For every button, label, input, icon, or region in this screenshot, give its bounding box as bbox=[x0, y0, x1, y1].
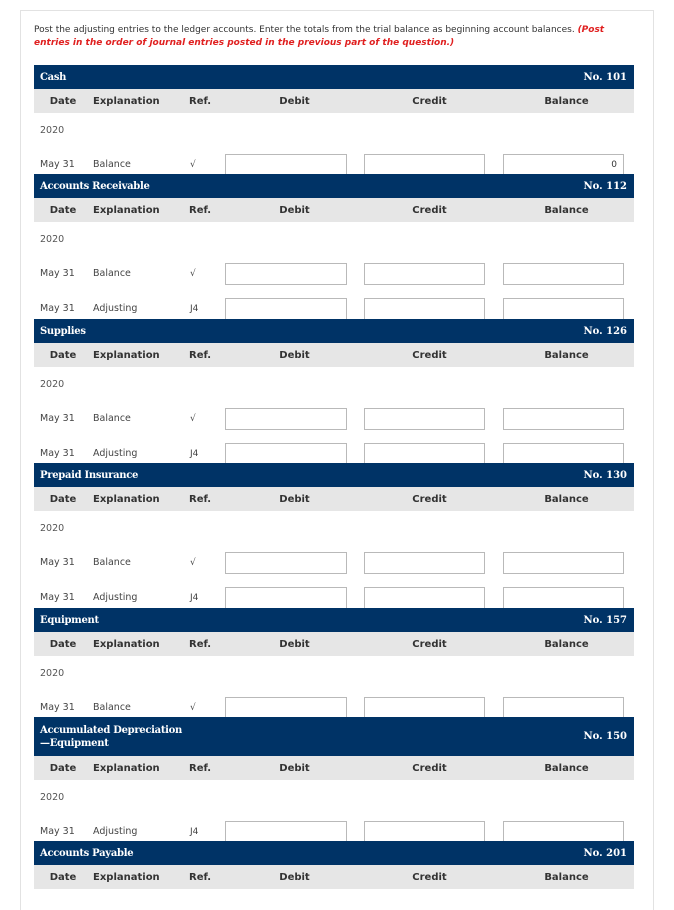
account-name: Prepaid Insurance bbox=[40, 469, 139, 481]
ledger-cash bbox=[34, 65, 634, 182]
col-date: Date bbox=[49, 638, 77, 650]
row-explanation: Balance bbox=[93, 702, 131, 713]
row-ref: √ bbox=[190, 557, 196, 568]
balance-input[interactable] bbox=[503, 408, 624, 430]
balance-input[interactable] bbox=[503, 298, 624, 320]
col-credit: Credit bbox=[412, 493, 447, 505]
year-label: 2020 bbox=[40, 378, 65, 390]
balance-input[interactable] bbox=[503, 263, 624, 285]
credit-input[interactable] bbox=[364, 408, 485, 430]
column-headers bbox=[34, 343, 634, 367]
col-debit: Debit bbox=[279, 871, 310, 883]
row-explanation: Adjusting bbox=[93, 448, 138, 459]
col-date: Date bbox=[49, 871, 77, 883]
balance-input[interactable] bbox=[503, 552, 624, 574]
balance-input[interactable] bbox=[503, 154, 624, 176]
col-balance: Balance bbox=[544, 871, 589, 883]
debit-input[interactable] bbox=[225, 552, 347, 574]
credit-input[interactable] bbox=[364, 821, 485, 843]
row-ref: J4 bbox=[190, 448, 199, 459]
account-name: Accounts Receivable bbox=[40, 180, 150, 192]
col-balance: Balance bbox=[544, 95, 589, 107]
account-number: No. 101 bbox=[583, 71, 627, 83]
balance-input[interactable] bbox=[503, 443, 624, 465]
row-date: May 31 bbox=[40, 268, 75, 279]
ledger-row bbox=[34, 545, 634, 580]
debit-input[interactable] bbox=[225, 298, 347, 320]
row-ref: √ bbox=[190, 268, 196, 279]
credit-input[interactable] bbox=[364, 443, 485, 465]
col-ref: Ref. bbox=[189, 204, 212, 216]
col-balance: Balance bbox=[544, 493, 589, 505]
col-balance: Balance bbox=[544, 638, 589, 650]
col-ref: Ref. bbox=[189, 349, 212, 361]
col-balance: Balance bbox=[544, 204, 589, 216]
col-credit: Credit bbox=[412, 349, 447, 361]
account-name: Cash bbox=[40, 71, 67, 83]
column-headers bbox=[34, 865, 634, 889]
col-credit: Credit bbox=[412, 762, 447, 774]
col-debit: Debit bbox=[279, 349, 310, 361]
col-credit: Credit bbox=[412, 871, 447, 883]
row-date: May 31 bbox=[40, 159, 75, 170]
balance-input[interactable] bbox=[503, 697, 624, 719]
row-date: May 31 bbox=[40, 826, 75, 837]
credit-input[interactable] bbox=[364, 154, 485, 176]
col-date: Date bbox=[49, 493, 77, 505]
row-explanation: Adjusting bbox=[93, 826, 138, 837]
row-explanation: Adjusting bbox=[93, 303, 138, 314]
col-debit: Debit bbox=[279, 762, 310, 774]
col-explanation: Explanation bbox=[93, 638, 160, 650]
instructions-emphasis: (Post entries in the order of journal entries posted in the previous part of the question.) bbox=[34, 25, 605, 48]
col-credit: Credit bbox=[412, 95, 447, 107]
account-name: Equipment bbox=[40, 614, 99, 626]
column-headers bbox=[34, 198, 634, 222]
col-ref: Ref. bbox=[189, 871, 212, 883]
balance-input[interactable] bbox=[503, 587, 624, 609]
credit-input[interactable] bbox=[364, 697, 485, 719]
year-label: 2020 bbox=[40, 667, 65, 679]
row-ref: √ bbox=[190, 159, 196, 170]
row-ref: √ bbox=[190, 413, 196, 424]
account-name: Accounts Payable bbox=[40, 847, 134, 859]
row-date: May 31 bbox=[40, 557, 75, 568]
debit-input[interactable] bbox=[225, 154, 347, 176]
row-date: May 31 bbox=[40, 702, 75, 713]
column-headers bbox=[34, 756, 634, 780]
balance-input[interactable] bbox=[503, 821, 624, 843]
ledger-accumulated-depreciation bbox=[34, 717, 634, 849]
debit-input[interactable] bbox=[225, 443, 347, 465]
account-number: No. 150 bbox=[583, 731, 627, 742]
account-header bbox=[34, 463, 634, 487]
row-explanation: Balance bbox=[93, 413, 131, 424]
ledger-row bbox=[34, 256, 634, 291]
year-label: 2020 bbox=[40, 791, 65, 803]
row-ref: √ bbox=[190, 702, 196, 713]
col-ref: Ref. bbox=[189, 638, 212, 650]
col-ref: Ref. bbox=[189, 95, 212, 107]
debit-input[interactable] bbox=[225, 408, 347, 430]
col-explanation: Explanation bbox=[93, 871, 160, 883]
col-explanation: Explanation bbox=[93, 349, 160, 361]
debit-input[interactable] bbox=[225, 587, 347, 609]
account-name: Supplies bbox=[40, 325, 86, 337]
row-explanation: Balance bbox=[93, 159, 131, 170]
debit-input[interactable] bbox=[225, 821, 347, 843]
col-ref: Ref. bbox=[189, 493, 212, 505]
col-date: Date bbox=[49, 762, 77, 774]
row-explanation: Balance bbox=[93, 268, 131, 279]
account-header bbox=[34, 608, 634, 632]
account-header bbox=[34, 174, 634, 198]
year-label: 2020 bbox=[40, 233, 65, 245]
col-debit: Debit bbox=[279, 638, 310, 650]
row-ref: J4 bbox=[190, 826, 199, 837]
ledger-equipment bbox=[34, 608, 634, 725]
col-debit: Debit bbox=[279, 204, 310, 216]
account-number: No. 130 bbox=[583, 469, 627, 481]
instructions-text: Post the adjusting entries to the ledger accounts. Enter the totals from the trial balance as beginning account balances. bbox=[34, 25, 578, 35]
col-date: Date bbox=[49, 204, 77, 216]
account-header bbox=[34, 65, 634, 89]
col-balance: Balance bbox=[544, 762, 589, 774]
instructions bbox=[34, 24, 634, 50]
col-explanation: Explanation bbox=[93, 95, 160, 107]
row-date: May 31 bbox=[40, 303, 75, 314]
row-date: May 31 bbox=[40, 448, 75, 459]
col-explanation: Explanation bbox=[93, 493, 160, 505]
column-headers bbox=[34, 487, 634, 511]
row-date: May 31 bbox=[40, 413, 75, 424]
debit-input[interactable] bbox=[225, 263, 347, 285]
row-explanation: Adjusting bbox=[93, 592, 138, 603]
row-ref: J4 bbox=[190, 592, 199, 603]
account-header bbox=[34, 319, 634, 343]
col-credit: Credit bbox=[412, 204, 447, 216]
ledger-supplies bbox=[34, 319, 634, 471]
account-header bbox=[34, 841, 634, 865]
col-debit: Debit bbox=[279, 493, 310, 505]
account-name: Accumulated Depreciation—Equipment bbox=[40, 724, 182, 749]
account-number: No. 126 bbox=[583, 325, 627, 337]
account-number: No. 157 bbox=[583, 614, 627, 626]
col-explanation: Explanation bbox=[93, 762, 160, 774]
col-explanation: Explanation bbox=[93, 204, 160, 216]
col-date: Date bbox=[49, 95, 77, 107]
ledger-accounts-receivable bbox=[34, 174, 634, 326]
ledger-row bbox=[34, 401, 634, 436]
row-ref: J4 bbox=[190, 303, 199, 314]
ledger-prepaid-insurance bbox=[34, 463, 634, 615]
credit-input[interactable] bbox=[364, 587, 485, 609]
col-date: Date bbox=[49, 349, 77, 361]
col-debit: Debit bbox=[279, 95, 310, 107]
account-number: No. 112 bbox=[583, 180, 627, 192]
debit-input[interactable] bbox=[225, 697, 347, 719]
credit-input[interactable] bbox=[364, 263, 485, 285]
col-credit: Credit bbox=[412, 638, 447, 650]
col-ref: Ref. bbox=[189, 762, 212, 774]
row-explanation: Balance bbox=[93, 557, 131, 568]
column-headers bbox=[34, 89, 634, 113]
year-label: 2020 bbox=[40, 522, 65, 534]
account-header bbox=[34, 717, 634, 756]
row-date: May 31 bbox=[40, 592, 75, 603]
credit-input[interactable] bbox=[364, 298, 485, 320]
column-headers bbox=[34, 632, 634, 656]
ledger-accounts-payable bbox=[34, 841, 634, 889]
year-label: 2020 bbox=[40, 124, 65, 136]
col-balance: Balance bbox=[544, 349, 589, 361]
credit-input[interactable] bbox=[364, 552, 485, 574]
account-number: No. 201 bbox=[583, 847, 627, 859]
